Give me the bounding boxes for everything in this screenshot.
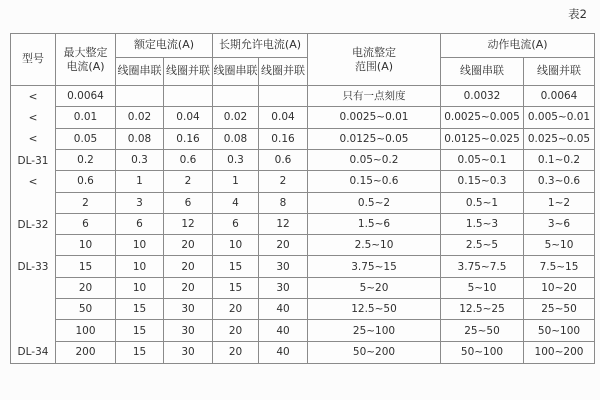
table-cell-r7-c5: 6 [213, 214, 259, 235]
table-cell-r7-c8: 1.5~3 [441, 214, 524, 235]
table-cell-r6-c7: 0.5~2 [308, 193, 441, 214]
header-action-current: 动作电流(A) [441, 34, 594, 58]
table-cell-r13-c7: 50~200 [308, 342, 441, 363]
table-cell-r5-c4: 2 [164, 171, 213, 192]
table-cell-r2-c2: 0.01 [56, 107, 116, 128]
table-cell-r3-c3: 0.08 [116, 129, 164, 150]
table-cell-r2-c9: 0.005~0.01 [524, 107, 594, 128]
table-cell-r1-c2: 0.0064 [56, 86, 116, 107]
table-cell-r4-c9: 0.1~0.2 [524, 150, 594, 171]
model-label-row8 [11, 235, 55, 256]
table-cell-r10-c9: 10~20 [524, 278, 594, 299]
table-cell-r12-c6: 40 [259, 320, 308, 341]
model-label-row13: DL-34 [17, 346, 49, 359]
table-cell-r3-c6: 0.16 [259, 129, 308, 150]
header-setting-range [308, 34, 441, 86]
table-cell-r10-c2: 20 [56, 278, 116, 299]
table-cell-r6-c3: 3 [116, 193, 164, 214]
table-cell-r13-c3: 15 [116, 342, 164, 363]
table-cell-r4-c3: 0.3 [116, 150, 164, 171]
table-cell-r3-c2: 0.05 [56, 129, 116, 150]
table-cell-r9-c7: 3.75~15 [308, 256, 441, 277]
table-cell-r3-c7: 0.0125~0.05 [308, 129, 441, 150]
table-cell-r12-c2: 100 [56, 320, 116, 341]
table-cell-r1-c7: 只有一点刻度 [308, 86, 441, 107]
model-label-row12 [11, 320, 55, 341]
table-cell-r13-c8: 50~100 [441, 342, 524, 363]
header-long-term-current: 长期允许电流(A) [213, 34, 308, 58]
subheader-longterm-coil-series: 线圈串联 [213, 58, 259, 86]
table-cell-r11-c8: 12.5~25 [441, 299, 524, 320]
table-cell-r11-c7: 12.5~50 [308, 299, 441, 320]
table-cell-r5-c3: 1 [116, 171, 164, 192]
header-max-setting-line1: 最大整定 [63, 45, 108, 59]
table-cell-r12-c5: 20 [213, 320, 259, 341]
model-label-row3: < [28, 133, 38, 146]
subheader-action-coil-parallel: 线圈并联 [524, 58, 594, 86]
table-cell-r1-c6 [259, 86, 308, 107]
model-label-row5: < [28, 175, 38, 188]
table-cell-r8-c3: 10 [116, 235, 164, 256]
table-cell-r13-c9: 100~200 [534, 346, 584, 359]
table-cell-r6-c9: 1~2 [524, 193, 594, 214]
table-cell-r10-c3: 10 [116, 278, 164, 299]
table-cell-r5-c7: 0.15~0.6 [308, 171, 441, 192]
table-cell-r2-c7: 0.0025~0.01 [308, 107, 441, 128]
table-cell-r1-c5 [213, 86, 259, 107]
table-cell-r7-c4: 12 [164, 214, 213, 235]
model-label-row7: DL-32 [17, 218, 49, 231]
table-cell-r10-c6: 30 [259, 278, 308, 299]
table-cell-r2-c3: 0.02 [116, 107, 164, 128]
table-cell-r3-c5: 0.08 [213, 129, 259, 150]
header-setting-range-line2: 范围(A) [354, 59, 394, 73]
table-cell-r9-c2: 15 [56, 256, 116, 277]
table-cell-r8-c9: 5~10 [524, 235, 594, 256]
table-cell-r4-c6: 0.6 [259, 150, 308, 171]
header-max-setting-line2: 电流(A) [66, 59, 105, 73]
table-cell-r7-c2: 6 [56, 214, 116, 235]
spec-table [10, 33, 595, 364]
header-rated-current: 额定电流(A) [116, 34, 213, 58]
table-cell-r1-c8: 0.0032 [441, 86, 524, 107]
table-cell-r10-c5: 15 [213, 278, 259, 299]
table-cell-r5-c6: 2 [259, 171, 308, 192]
table-cell-r7-c6: 12 [259, 214, 308, 235]
model-label-row4: DL-31 [17, 154, 49, 167]
subheader-rated-coil-series: 线圈串联 [116, 58, 164, 86]
header-setting-range-line1: 电流整定 [352, 45, 396, 59]
table-cell-r1-c3 [116, 86, 164, 107]
table-cell-r11-c2: 50 [56, 299, 116, 320]
table-cell-r12-c4: 30 [164, 320, 213, 341]
table-cell-r5-c2: 0.6 [56, 171, 116, 192]
table-cell-r4-c4: 0.6 [164, 150, 213, 171]
table-cell-r12-c7: 25~100 [308, 320, 441, 341]
table-cell-r11-c5: 20 [213, 299, 259, 320]
subheader-action-coil-series: 线圈串联 [441, 58, 524, 86]
header-max-setting-current [56, 34, 116, 86]
table-cell-r11-c9: 25~50 [524, 299, 594, 320]
table-cell-r4-c2: 0.2 [56, 150, 116, 171]
table-cell-r3-c4: 0.16 [164, 129, 213, 150]
table-cell-r13-c4: 30 [164, 342, 213, 363]
table-cell-r8-c6: 20 [259, 235, 308, 256]
subheader-rated-coil-parallel: 线圈并联 [164, 58, 213, 86]
table-cell-r6-c4: 6 [164, 193, 213, 214]
subheader-longterm-coil-parallel: 线圈并联 [259, 58, 308, 86]
table-cell-r6-c8: 0.5~1 [441, 193, 524, 214]
table-cell-r9-c9: 7.5~15 [524, 256, 594, 277]
header-model: 型号 [11, 34, 56, 86]
model-label-row9: DL-33 [17, 261, 49, 274]
table-cell-r6-c5: 4 [213, 193, 259, 214]
table-cell-r9-c5: 15 [213, 256, 259, 277]
table-cell-r8-c8: 2.5~5 [441, 235, 524, 256]
table-cell-r13-c6: 40 [259, 342, 308, 363]
table-cell-r11-c3: 15 [116, 299, 164, 320]
table-cell-r2-c4: 0.04 [164, 107, 213, 128]
model-column [11, 86, 56, 363]
table-cell-r11-c4: 30 [164, 299, 213, 320]
table-cell-r11-c6: 40 [259, 299, 308, 320]
table-cell-r13-c2: 200 [56, 342, 116, 363]
table-cell-r2-c5: 0.02 [213, 107, 259, 128]
table-cell-r9-c3: 10 [116, 256, 164, 277]
table-cell-r5-c5: 1 [213, 171, 259, 192]
table-cell-r9-c8: 3.75~7.5 [441, 256, 524, 277]
table-cell-r4-c5: 0.3 [213, 150, 259, 171]
model-label-row6 [11, 193, 55, 214]
table-cell-r6-c6: 8 [259, 193, 308, 214]
table-cell-r1-c9: 0.0064 [524, 86, 594, 107]
table-cell-r7-c9: 3~6 [524, 214, 594, 235]
table-cell-r3-c8: 0.0125~0.025 [441, 129, 524, 150]
table-cell-r8-c5: 10 [213, 235, 259, 256]
table-cell-r5-c8: 0.15~0.3 [441, 171, 524, 192]
table-cell-r6-c2: 2 [56, 193, 116, 214]
table-cell-r1-c4 [164, 86, 213, 107]
table-cell-r13-c5: 20 [213, 342, 259, 363]
table-caption: 表2 [568, 7, 587, 21]
table-cell-r7-c7: 1.5~6 [308, 214, 441, 235]
table-cell-r4-c8: 0.05~0.1 [441, 150, 524, 171]
table-cell-r12-c9: 50~100 [524, 320, 594, 341]
table-cell-r12-c3: 15 [116, 320, 164, 341]
table-cell-r8-c4: 20 [164, 235, 213, 256]
table-cell-r10-c8: 5~10 [441, 278, 524, 299]
table-cell-r3-c9: 0.025~0.05 [524, 129, 594, 150]
table-cell-r12-c8: 25~50 [441, 320, 524, 341]
table-cell-r10-c7: 5~20 [308, 278, 441, 299]
table-cell-r7-c3: 6 [116, 214, 164, 235]
table-cell-r10-c4: 20 [164, 278, 213, 299]
model-label-row11 [11, 299, 55, 320]
model-label-row2: < [28, 111, 38, 124]
model-label-row10 [11, 278, 55, 299]
table-cell-r8-c7: 2.5~10 [308, 235, 441, 256]
table-cell-r2-c6: 0.04 [259, 107, 308, 128]
table-cell-r5-c9: 0.3~0.6 [524, 171, 594, 192]
table-cell-r4-c7: 0.05~0.2 [308, 150, 441, 171]
table-cell-r8-c2: 10 [56, 235, 116, 256]
table-cell-r9-c4: 20 [164, 256, 213, 277]
table-cell-r2-c8: 0.0025~0.005 [441, 107, 524, 128]
model-label-row1: < [28, 90, 38, 103]
table-cell-r9-c6: 30 [259, 256, 308, 277]
